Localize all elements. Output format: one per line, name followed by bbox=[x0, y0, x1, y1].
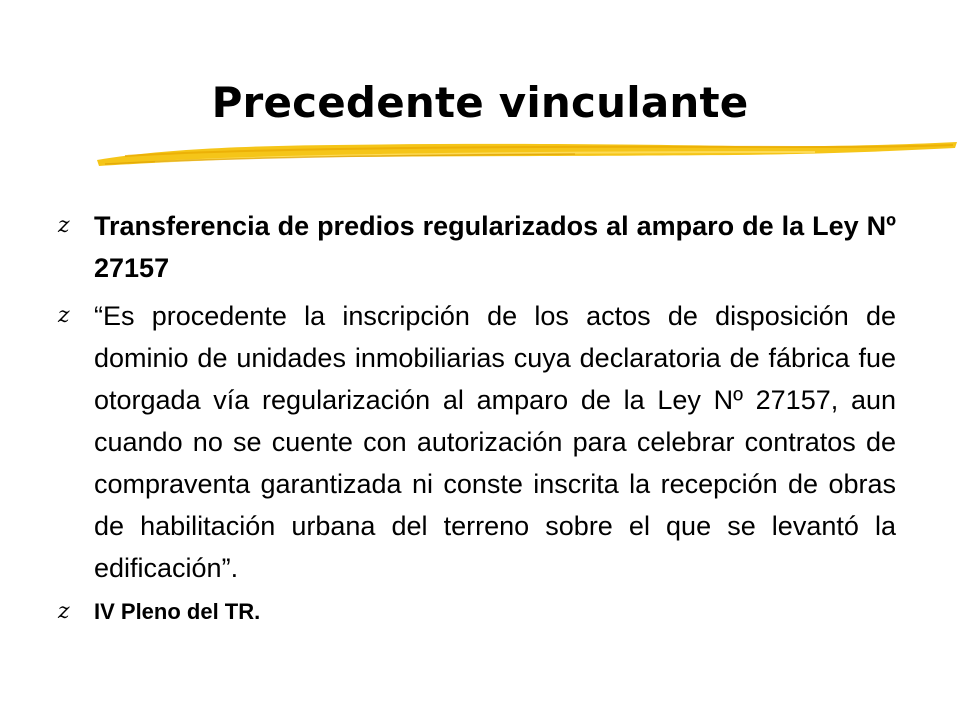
bullet-text: IV Pleno del TR. bbox=[94, 599, 261, 624]
bullet-item-quote bbox=[58, 295, 896, 589]
title-brush-underline bbox=[95, 136, 960, 170]
bullet-text: “Es procedente la inscripción de los actos de disposición de dominio de unidades inmobiliarias cuya declaratoria de fábrica fue otorgada vía regularización al amparo de la Ley Nº 27157, aun cuando no se cuente con autorización para celebrar contratos de compraventa garantizada ni conste inscrita la recepción de obras de habilitación urbana del terreno sobre el que se levantó la edificación”. bbox=[94, 301, 896, 583]
bullet-text: Transferencia de predios regularizados al amparo de la Ley Nº 27157 bbox=[94, 211, 896, 283]
z-bullet-icon: z bbox=[58, 303, 70, 328]
z-bullet-icon: z bbox=[58, 599, 70, 624]
bullet-list bbox=[58, 205, 896, 635]
slide-title: Precedente vinculante bbox=[211, 78, 749, 127]
bullet-item-topic bbox=[58, 205, 896, 289]
z-bullet-icon: z bbox=[58, 213, 70, 238]
bullet-item-source bbox=[58, 595, 896, 629]
